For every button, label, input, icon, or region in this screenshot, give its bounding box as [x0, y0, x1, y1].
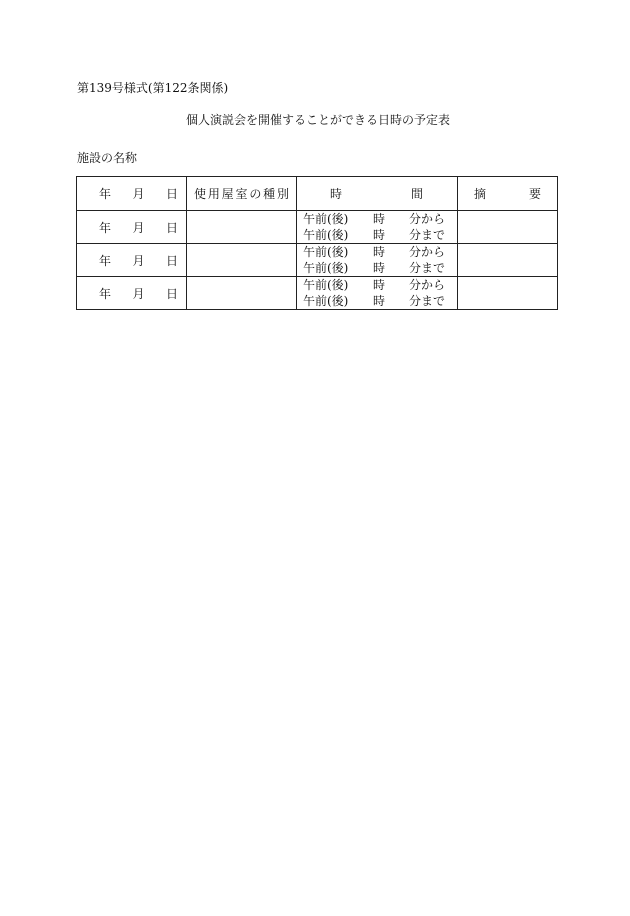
- time-to-line: [303, 227, 457, 243]
- time-minute-from-label: 分から: [409, 212, 446, 226]
- date-year-label: 年: [99, 286, 112, 301]
- time-ampm-label: 午前(後): [303, 294, 349, 308]
- header-room-char: 屋: [221, 187, 234, 201]
- schedule-table: [76, 176, 558, 310]
- header-room-type: [187, 177, 297, 211]
- time-minute-from-label: 分から: [409, 245, 446, 259]
- header-room-char: 別: [276, 187, 289, 201]
- date-year-label: 年: [99, 253, 112, 268]
- time-from-line: [303, 244, 457, 260]
- remarks-cell[interactable]: [458, 244, 558, 277]
- time-ampm-label: 午前(後): [303, 228, 349, 242]
- header-room-char: 種: [263, 187, 276, 201]
- date-month-label: 月: [132, 286, 145, 301]
- date-day-label: 日: [165, 220, 178, 235]
- time-to-line: [303, 260, 457, 276]
- date-cell[interactable]: [77, 211, 187, 244]
- header-room-char: 使: [194, 187, 207, 201]
- room-type-cell[interactable]: [187, 244, 297, 277]
- header-time-char: 間: [410, 187, 423, 201]
- time-hour-label: 時: [373, 278, 386, 292]
- table-row: [77, 211, 558, 244]
- document-title: 個人演説会を開催することができる日時の予定表: [185, 113, 450, 127]
- date-cell[interactable]: [77, 244, 187, 277]
- header-date-day: 日: [165, 187, 178, 201]
- date-year-label: 年: [99, 220, 112, 235]
- time-hour-label: 時: [373, 228, 386, 242]
- date-day-label: 日: [165, 253, 178, 268]
- time-ampm-label: 午前(後): [303, 278, 349, 292]
- form-number: 第139号様式(第122条関係): [77, 81, 229, 95]
- remarks-cell[interactable]: [458, 277, 558, 310]
- header-remarks-char: 摘: [474, 187, 487, 201]
- time-from-line: [303, 211, 457, 227]
- time-cell[interactable]: [297, 244, 458, 277]
- date-cell[interactable]: [77, 277, 187, 310]
- remarks-cell[interactable]: [458, 211, 558, 244]
- time-cell[interactable]: [297, 277, 458, 310]
- time-minute-to-label: 分まで: [409, 228, 446, 242]
- header-time-char: 時: [330, 187, 343, 201]
- facility-name-label: 施設の名称: [77, 151, 138, 165]
- header-remarks-char: 要: [528, 187, 541, 201]
- date-month-label: 月: [132, 253, 145, 268]
- time-ampm-label: 午前(後): [303, 212, 349, 226]
- time-ampm-label: 午前(後): [303, 245, 349, 259]
- time-ampm-label: 午前(後): [303, 261, 349, 275]
- header-date: [77, 177, 187, 211]
- time-hour-label: 時: [373, 245, 386, 259]
- header-room-char: の: [249, 187, 262, 201]
- time-hour-label: 時: [373, 261, 386, 275]
- time-minute-from-label: 分から: [409, 278, 446, 292]
- table-header-row: [77, 177, 558, 211]
- time-to-line: [303, 293, 457, 309]
- header-date-year: 年: [99, 187, 112, 201]
- header-room-char: 用: [207, 187, 220, 201]
- header-remarks: [458, 177, 558, 211]
- time-hour-label: 時: [373, 212, 386, 226]
- table-row: [77, 277, 558, 310]
- room-type-cell[interactable]: [187, 277, 297, 310]
- date-day-label: 日: [165, 286, 178, 301]
- table-row: [77, 244, 558, 277]
- time-minute-to-label: 分まで: [409, 294, 446, 308]
- header-date-month: 月: [132, 187, 145, 201]
- time-hour-label: 時: [373, 294, 386, 308]
- time-from-line: [303, 277, 457, 293]
- time-minute-to-label: 分まで: [409, 261, 446, 275]
- time-cell[interactable]: [297, 211, 458, 244]
- date-month-label: 月: [132, 220, 145, 235]
- header-room-char: 室: [235, 187, 248, 201]
- room-type-cell[interactable]: [187, 211, 297, 244]
- header-time: [297, 177, 458, 211]
